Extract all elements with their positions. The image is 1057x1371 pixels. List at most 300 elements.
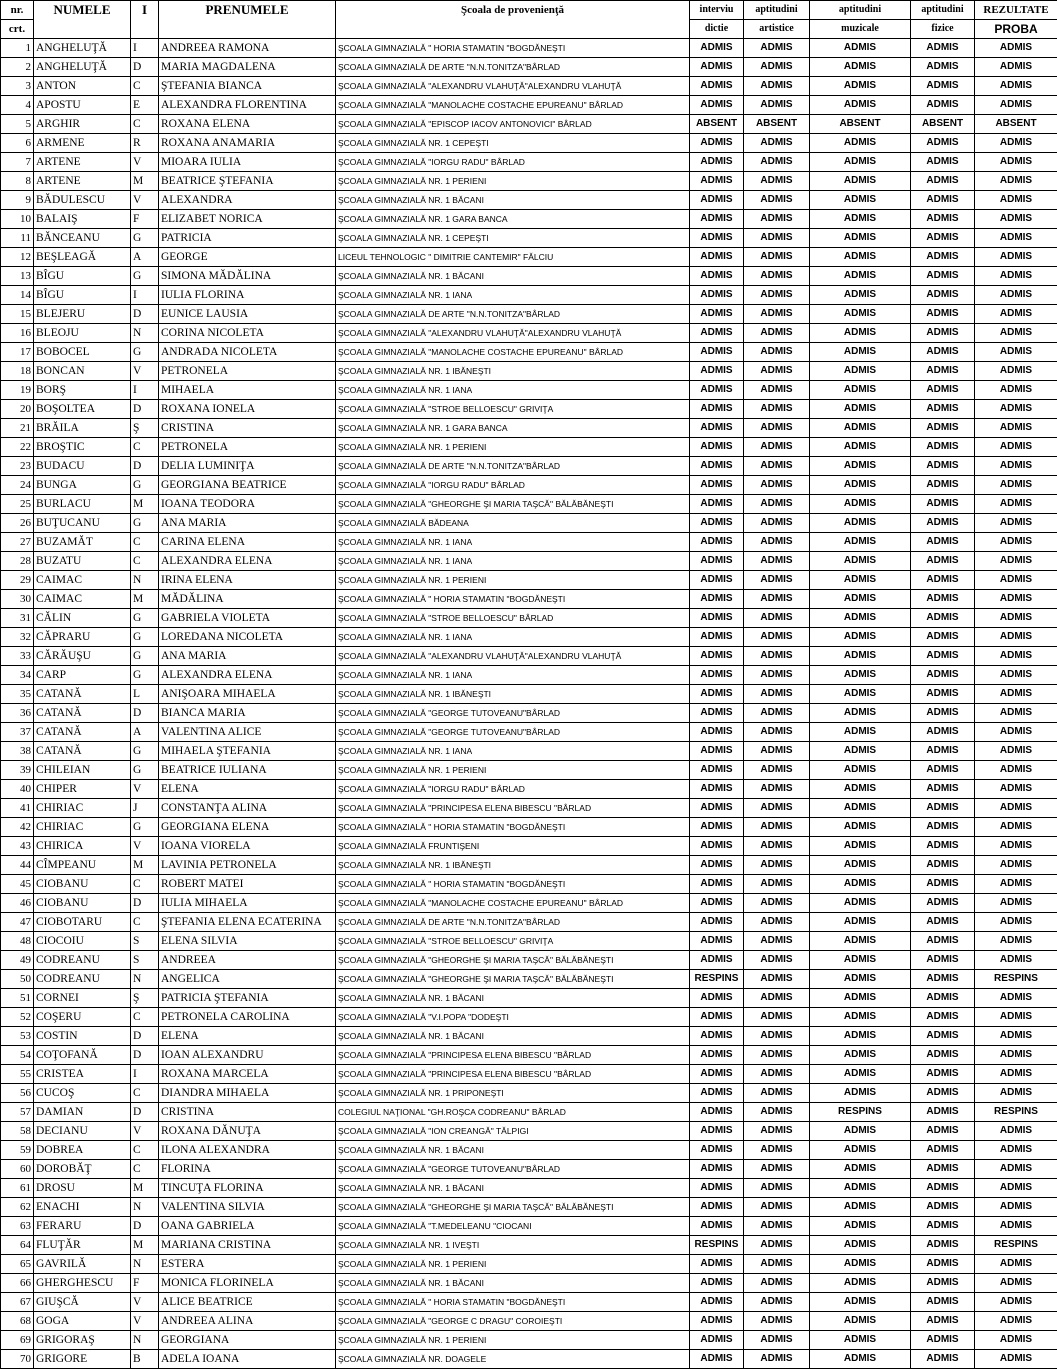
- table-row: [1, 438, 1057, 457]
- artistice-result: ADMIS: [744, 248, 810, 267]
- initial: D: [131, 894, 159, 913]
- initial: F: [131, 1274, 159, 1293]
- table-row: [1, 799, 1057, 818]
- first-name: GEORGE: [159, 248, 336, 267]
- last-name: CIOBANU: [34, 894, 131, 913]
- interviu-result: ADMIS: [690, 761, 744, 780]
- row-number: 26: [1, 514, 34, 533]
- row-number: 14: [1, 286, 34, 305]
- first-name: ADELA IOANA: [159, 1350, 336, 1369]
- interviu-result: ADMIS: [690, 723, 744, 742]
- first-name: VALENTINA SILVIA: [159, 1198, 336, 1217]
- table-row: [1, 343, 1057, 362]
- first-name: IULIA MIHAELA: [159, 894, 336, 913]
- fizice-result: ADMIS: [911, 191, 975, 210]
- table-row: [1, 818, 1057, 837]
- artistice-result: ADMIS: [744, 58, 810, 77]
- first-name: GEORGIANA ELENA: [159, 818, 336, 837]
- row-number: 43: [1, 837, 34, 856]
- fizice-result: ADMIS: [911, 1008, 975, 1027]
- fizice-result: ADMIS: [911, 837, 975, 856]
- final-result: ADMIS: [975, 552, 1057, 571]
- initial: D: [131, 457, 159, 476]
- first-name: PATRICIA: [159, 229, 336, 248]
- first-name: ELENA: [159, 780, 336, 799]
- row-number: 18: [1, 362, 34, 381]
- school: ŞCOALA GIMNAZIALĂ "T.MEDELEANU "CIOCANI: [336, 1217, 690, 1236]
- artistice-result: ADMIS: [744, 780, 810, 799]
- table-row: [1, 39, 1057, 58]
- initial: B: [131, 1350, 159, 1369]
- artistice-result: ADMIS: [744, 134, 810, 153]
- row-number: 66: [1, 1274, 34, 1293]
- artistice-result: ADMIS: [744, 989, 810, 1008]
- first-name: ANDREEA: [159, 951, 336, 970]
- row-number: 42: [1, 818, 34, 837]
- last-name: BUZATU: [34, 552, 131, 571]
- muzicale-result: ADMIS: [810, 229, 911, 248]
- school: ŞCOALA GIMNAZIALĂ "STROE BELLOESCU" GRIVIŢA: [336, 400, 690, 419]
- table-row: [1, 742, 1057, 761]
- initial: D: [131, 1103, 159, 1122]
- initial: C: [131, 913, 159, 932]
- initial: L: [131, 685, 159, 704]
- row-number: 55: [1, 1065, 34, 1084]
- school: ŞCOALA GIMNAZIALĂ NR. 1 IVEŞTI: [336, 1236, 690, 1255]
- row-number: 58: [1, 1122, 34, 1141]
- first-name: OANA GABRIELA: [159, 1217, 336, 1236]
- first-name: ESTERA: [159, 1255, 336, 1274]
- interviu-result: ADMIS: [690, 989, 744, 1008]
- fizice-result: ADMIS: [911, 514, 975, 533]
- muzicale-result: ADMIS: [810, 286, 911, 305]
- school: ŞCOALA GIMNAZIALĂ NR. 1 GARA BANCA: [336, 419, 690, 438]
- muzicale-result: ADMIS: [810, 191, 911, 210]
- fizice-result: ADMIS: [911, 894, 975, 913]
- final-result: ADMIS: [975, 1179, 1057, 1198]
- first-name: SIMONA MĂDĂLINA: [159, 267, 336, 286]
- final-result: ADMIS: [975, 172, 1057, 191]
- school: ŞCOALA GIMNAZIALĂ "PRINCIPESA ELENA BIBESCU "BÂRLAD: [336, 1065, 690, 1084]
- school: ŞCOALA GIMNAZIALĂ NR. 1 IBĂNEŞTI: [336, 362, 690, 381]
- school: ŞCOALA GIMNAZIALĂ NR. 1 BĂCANI: [336, 989, 690, 1008]
- interviu-result: ADMIS: [690, 1141, 744, 1160]
- table-row: [1, 780, 1057, 799]
- last-name: BORŞ: [34, 381, 131, 400]
- school: ŞCOALA GIMNAZIALĂ "GHEORGHE ŞI MARIA TAŞCĂ" BĂLĂBĂNEŞTI: [336, 970, 690, 989]
- last-name: CODREANU: [34, 970, 131, 989]
- table-row: [1, 286, 1057, 305]
- final-result: ADMIS: [975, 381, 1057, 400]
- first-name: MIHAELA: [159, 381, 336, 400]
- muzicale-result: ADMIS: [810, 1236, 911, 1255]
- artistice-result: ADMIS: [744, 457, 810, 476]
- artistice-result: ADMIS: [744, 533, 810, 552]
- school: ŞCOALA GIMNAZIALĂ NR. 1 PERIENI: [336, 172, 690, 191]
- initial: M: [131, 1236, 159, 1255]
- table-row: [1, 1008, 1057, 1027]
- first-name: TINCUŢA FLORINA: [159, 1179, 336, 1198]
- muzicale-result: ADMIS: [810, 970, 911, 989]
- fizice-result: ADMIS: [911, 286, 975, 305]
- final-result: ADMIS: [975, 856, 1057, 875]
- fizice-result: ADMIS: [911, 39, 975, 58]
- artistice-result: ADMIS: [744, 609, 810, 628]
- row-number: 44: [1, 856, 34, 875]
- initial: V: [131, 837, 159, 856]
- last-name: BONCAN: [34, 362, 131, 381]
- artistice-result: ADMIS: [744, 324, 810, 343]
- final-result: ADMIS: [975, 1198, 1057, 1217]
- row-number: 50: [1, 970, 34, 989]
- muzicale-result: ADMIS: [810, 1027, 911, 1046]
- fizice-result: ADMIS: [911, 552, 975, 571]
- muzicale-result: ADMIS: [810, 324, 911, 343]
- final-result: ADMIS: [975, 1217, 1057, 1236]
- fizice-result: ADMIS: [911, 742, 975, 761]
- fizice-result: ADMIS: [911, 913, 975, 932]
- initial: C: [131, 875, 159, 894]
- fizice-result: ADMIS: [911, 1198, 975, 1217]
- table-row: [1, 229, 1057, 248]
- last-name: BUZAMĂT: [34, 533, 131, 552]
- interviu-result: ADMIS: [690, 96, 744, 115]
- final-result: ADMIS: [975, 913, 1057, 932]
- row-number: 36: [1, 704, 34, 723]
- final-result: ADMIS: [975, 571, 1057, 590]
- initial: C: [131, 1160, 159, 1179]
- fizice-result: ADMIS: [911, 1274, 975, 1293]
- row-number: 41: [1, 799, 34, 818]
- final-result: ADMIS: [975, 77, 1057, 96]
- school: ŞCOALA GIMNAZIALĂ NR. 1 IANA: [336, 286, 690, 305]
- initial: A: [131, 723, 159, 742]
- muzicale-result: ADMIS: [810, 1141, 911, 1160]
- fizice-result: ADMIS: [911, 571, 975, 590]
- final-result: ADMIS: [975, 134, 1057, 153]
- final-result: ADMIS: [975, 1084, 1057, 1103]
- initial: G: [131, 666, 159, 685]
- final-result: ADMIS: [975, 39, 1057, 58]
- table-row: [1, 362, 1057, 381]
- last-name: DAMIAN: [34, 1103, 131, 1122]
- fizice-result: ABSENT: [911, 115, 975, 134]
- fizice-result: ADMIS: [911, 495, 975, 514]
- interviu-result: ADMIS: [690, 153, 744, 172]
- table-row: [1, 134, 1057, 153]
- table-row: [1, 628, 1057, 647]
- interviu-result: ADMIS: [690, 951, 744, 970]
- muzicale-result: ADMIS: [810, 875, 911, 894]
- muzicale-result: ADMIS: [810, 1198, 911, 1217]
- artistice-result: ADMIS: [744, 951, 810, 970]
- school: ŞCOALA GIMNAZIALĂ "MANOLACHE COSTACHE EPUREANU" BÂRLAD: [336, 96, 690, 115]
- last-name: CÎMPEANU: [34, 856, 131, 875]
- first-name: ANDREEA ALINA: [159, 1312, 336, 1331]
- artistice-result: ADMIS: [744, 419, 810, 438]
- interviu-result: ADMIS: [690, 286, 744, 305]
- first-name: ANA MARIA: [159, 647, 336, 666]
- table-row: [1, 1293, 1057, 1312]
- table-row: [1, 1141, 1057, 1160]
- fizice-result: ADMIS: [911, 1217, 975, 1236]
- first-name: IULIA FLORINA: [159, 286, 336, 305]
- school: ŞCOALA GIMNAZIALĂ "ALEXANDRU VLAHUŢĂ"ALEXANDRU VLAHUŢĂ: [336, 647, 690, 666]
- fizice-result: ADMIS: [911, 58, 975, 77]
- artistice-result: ADMIS: [744, 1179, 810, 1198]
- last-name: BUDACU: [34, 457, 131, 476]
- muzicale-result: ADMIS: [810, 742, 911, 761]
- initial: D: [131, 1027, 159, 1046]
- first-name: ANA MARIA: [159, 514, 336, 533]
- table-row: [1, 172, 1057, 191]
- first-name: ALEXANDRA FLORENTINA: [159, 96, 336, 115]
- muzicale-result: ADMIS: [810, 476, 911, 495]
- school: ŞCOALA GIMNAZIALĂ NR. 1 IBĂNEŞTI: [336, 685, 690, 704]
- artistice-result: ADMIS: [744, 1312, 810, 1331]
- muzicale-result: ADMIS: [810, 1312, 911, 1331]
- initial: G: [131, 647, 159, 666]
- row-number: 1: [1, 39, 34, 58]
- school: ŞCOALA GIMNAZIALĂ NR. 1 IANA: [336, 742, 690, 761]
- artistice-result: ADMIS: [744, 77, 810, 96]
- artistice-result: ADMIS: [744, 1274, 810, 1293]
- final-result: ADMIS: [975, 609, 1057, 628]
- table-row: [1, 1198, 1057, 1217]
- interviu-result: ADMIS: [690, 1122, 744, 1141]
- last-name: BALAIŞ: [34, 210, 131, 229]
- header-scoala: Şcoala de provenienţă: [336, 1, 690, 39]
- table-row: [1, 1179, 1057, 1198]
- row-number: 21: [1, 419, 34, 438]
- artistice-result: ADMIS: [744, 267, 810, 286]
- fizice-result: ADMIS: [911, 1236, 975, 1255]
- fizice-result: ADMIS: [911, 1084, 975, 1103]
- last-name: GOGA: [34, 1312, 131, 1331]
- first-name: ROXANA DĂNUŢA: [159, 1122, 336, 1141]
- school: ŞCOALA GIMNAZIALĂ NR. 1 PERIENI: [336, 438, 690, 457]
- initial: V: [131, 362, 159, 381]
- interviu-result: ADMIS: [690, 457, 744, 476]
- artistice-result: ADMIS: [744, 552, 810, 571]
- final-result: ADMIS: [975, 1255, 1057, 1274]
- muzicale-result: ADMIS: [810, 1274, 911, 1293]
- muzicale-result: ADMIS: [810, 267, 911, 286]
- school: ŞCOALA GIMNAZIALĂ "GHEORGHE ŞI MARIA TAŞCĂ" BĂLĂBĂNEŞTI: [336, 1198, 690, 1217]
- muzicale-result: ADMIS: [810, 134, 911, 153]
- school: ŞCOALA GIMNAZIALĂ NR. 1 BĂCANI: [336, 267, 690, 286]
- interviu-result: ADMIS: [690, 799, 744, 818]
- table-row: [1, 305, 1057, 324]
- first-name: ELENA SILVIA: [159, 932, 336, 951]
- artistice-result: ADMIS: [744, 799, 810, 818]
- fizice-result: ADMIS: [911, 533, 975, 552]
- interviu-result: ADMIS: [690, 1312, 744, 1331]
- interviu-result: ADMIS: [690, 39, 744, 58]
- final-result: ADMIS: [975, 343, 1057, 362]
- muzicale-result: ADMIS: [810, 457, 911, 476]
- first-name: ELIZABET NORICA: [159, 210, 336, 229]
- school: ŞCOALA GIMNAZIALĂ NR. 1 IANA: [336, 552, 690, 571]
- first-name: ALEXANDRA ELENA: [159, 666, 336, 685]
- school: ŞCOALA GIMNAZIALĂ " HORIA STAMATIN "BOGDĂNEŞTI: [336, 590, 690, 609]
- fizice-result: ADMIS: [911, 1312, 975, 1331]
- school: ŞCOALA GIMNAZIALĂ "GHEORGHE ŞI MARIA TAŞCĂ" BĂLĂBĂNEŞTI: [336, 495, 690, 514]
- muzicale-result: ADMIS: [810, 837, 911, 856]
- final-result: ADMIS: [975, 647, 1057, 666]
- table-row: [1, 1217, 1057, 1236]
- initial: D: [131, 58, 159, 77]
- interviu-result: ADMIS: [690, 305, 744, 324]
- fizice-result: ADMIS: [911, 951, 975, 970]
- header-prenumele: PRENUMELE: [159, 1, 336, 39]
- last-name: FERARU: [34, 1217, 131, 1236]
- final-result: ADMIS: [975, 1008, 1057, 1027]
- initial: G: [131, 229, 159, 248]
- fizice-result: ADMIS: [911, 818, 975, 837]
- initial: G: [131, 514, 159, 533]
- row-number: 22: [1, 438, 34, 457]
- last-name: BOBOCEL: [34, 343, 131, 362]
- school: ŞCOALA GIMNAZIALĂ NR. 1 BĂCANI: [336, 1027, 690, 1046]
- table-row: [1, 1122, 1057, 1141]
- muzicale-result: ADMIS: [810, 381, 911, 400]
- interviu-result: ADMIS: [690, 913, 744, 932]
- table-row: [1, 115, 1057, 134]
- first-name: ANIŞOARA MIHAELA: [159, 685, 336, 704]
- final-result: ADMIS: [975, 1293, 1057, 1312]
- table-row: [1, 932, 1057, 951]
- muzicale-result: ADMIS: [810, 514, 911, 533]
- table-row: [1, 476, 1057, 495]
- final-result: RESPINS: [975, 1236, 1057, 1255]
- interviu-result: ADMIS: [690, 1217, 744, 1236]
- artistice-result: ADMIS: [744, 590, 810, 609]
- muzicale-result: RESPINS: [810, 1103, 911, 1122]
- final-result: ADMIS: [975, 495, 1057, 514]
- interviu-result: ADMIS: [690, 1160, 744, 1179]
- final-result: ADMIS: [975, 229, 1057, 248]
- artistice-result: ADMIS: [744, 1027, 810, 1046]
- muzicale-result: ADMIS: [810, 1217, 911, 1236]
- row-number: 11: [1, 229, 34, 248]
- table-row: [1, 590, 1057, 609]
- table-row: [1, 875, 1057, 894]
- initial: C: [131, 533, 159, 552]
- school: ŞCOALA GIMNAZIALĂ NR. 1 IBĂNEŞTI: [336, 856, 690, 875]
- final-result: ADMIS: [975, 96, 1057, 115]
- school: ŞCOALA GIMNAZIALĂ NR. 1 BĂCANI: [336, 191, 690, 210]
- school: ŞCOALA GIMNAZIALĂ NR. 1 PERIENI: [336, 1331, 690, 1350]
- final-result: ADMIS: [975, 324, 1057, 343]
- school: ŞCOALA GIMNAZIALĂ NR. 1 PRIPONEŞTI: [336, 1084, 690, 1103]
- last-name: CODREANU: [34, 951, 131, 970]
- row-number: 29: [1, 571, 34, 590]
- fizice-result: ADMIS: [911, 1122, 975, 1141]
- interviu-result: ADMIS: [690, 1331, 744, 1350]
- fizice-result: ADMIS: [911, 856, 975, 875]
- table-row: [1, 495, 1057, 514]
- row-number: 12: [1, 248, 34, 267]
- interviu-result: ADMIS: [690, 191, 744, 210]
- table-row: [1, 1160, 1057, 1179]
- fizice-result: ADMIS: [911, 305, 975, 324]
- row-number: 48: [1, 932, 34, 951]
- header-artistice-2: artistice: [744, 20, 810, 39]
- interviu-result: ADMIS: [690, 932, 744, 951]
- final-result: ADMIS: [975, 1065, 1057, 1084]
- first-name: MIHAELA ŞTEFANIA: [159, 742, 336, 761]
- initial: M: [131, 172, 159, 191]
- first-name: ROXANA ELENA: [159, 115, 336, 134]
- muzicale-result: ADMIS: [810, 989, 911, 1008]
- school: ŞCOALA GIMNAZIALĂ NR. 1 CEPEŞTI: [336, 134, 690, 153]
- interviu-result: ADMIS: [690, 77, 744, 96]
- interviu-result: ADMIS: [690, 704, 744, 723]
- initial: N: [131, 1331, 159, 1350]
- header-fizice: aptitudini: [911, 1, 975, 20]
- final-result: ADMIS: [975, 362, 1057, 381]
- artistice-result: ADMIS: [744, 153, 810, 172]
- initial: G: [131, 343, 159, 362]
- first-name: ŞTEFANIA BIANCA: [159, 77, 336, 96]
- row-number: 69: [1, 1331, 34, 1350]
- school: ŞCOALA GIMNAZIALĂ NR. 1 PERIENI: [336, 1255, 690, 1274]
- last-name: CATANĂ: [34, 723, 131, 742]
- header-dictie: dictie: [690, 20, 744, 39]
- interviu-result: ADMIS: [690, 172, 744, 191]
- last-name: GAVRILĂ: [34, 1255, 131, 1274]
- artistice-result: ADMIS: [744, 1331, 810, 1350]
- last-name: CIOBANU: [34, 875, 131, 894]
- artistice-result: ADMIS: [744, 438, 810, 457]
- initial: Ş: [131, 419, 159, 438]
- artistice-result: ADMIS: [744, 229, 810, 248]
- header-rezultate: REZULTATE: [975, 1, 1057, 20]
- artistice-result: ADMIS: [744, 723, 810, 742]
- header-muzicale: aptitudini: [810, 1, 911, 20]
- first-name: ŞTEFANIA ELENA ECATERINA: [159, 913, 336, 932]
- artistice-result: ADMIS: [744, 381, 810, 400]
- muzicale-result: ADMIS: [810, 1350, 911, 1369]
- artistice-result: ADMIS: [744, 571, 810, 590]
- interviu-result: ADMIS: [690, 1198, 744, 1217]
- first-name: ROXANA IONELA: [159, 400, 336, 419]
- muzicale-result: ADMIS: [810, 1293, 911, 1312]
- first-name: ANDREEA RAMONA: [159, 39, 336, 58]
- row-number: 8: [1, 172, 34, 191]
- last-name: APOSTU: [34, 96, 131, 115]
- row-number: 64: [1, 1236, 34, 1255]
- table-row: [1, 856, 1057, 875]
- last-name: COSTIN: [34, 1027, 131, 1046]
- initial: N: [131, 970, 159, 989]
- interviu-result: ADMIS: [690, 210, 744, 229]
- initial: V: [131, 1293, 159, 1312]
- last-name: DOBREA: [34, 1141, 131, 1160]
- table-body: [1, 39, 1057, 1369]
- table-header: [1, 1, 1057, 39]
- first-name: MĂDĂLINA: [159, 590, 336, 609]
- muzicale-result: ADMIS: [810, 58, 911, 77]
- first-name: BEATRICE IULIANA: [159, 761, 336, 780]
- row-number: 67: [1, 1293, 34, 1312]
- fizice-result: ADMIS: [911, 248, 975, 267]
- artistice-result: ADMIS: [744, 932, 810, 951]
- school: ŞCOALA GIMNAZIALĂ NR. 1 PERIENI: [336, 571, 690, 590]
- muzicale-result: ADMIS: [810, 153, 911, 172]
- initial: N: [131, 571, 159, 590]
